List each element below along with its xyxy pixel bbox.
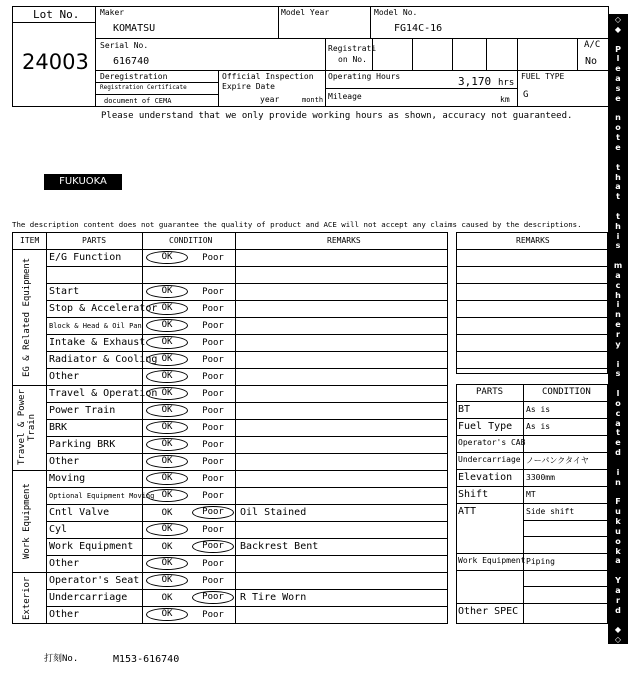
remark-text: Backrest Bent [240,541,319,552]
spec-value: ノーパンクタイヤ [526,456,589,465]
poor-mark: Poor [202,610,224,620]
side-note-char: n [615,477,621,487]
operating-hours-value: 3,170 [458,75,492,88]
ok-mark: OK [146,574,188,587]
side-note-banner [608,14,628,644]
ok-mark: OK [146,438,188,451]
poor-mark: Poor [202,253,224,263]
spec-value: MT [526,490,536,499]
spec-part: Fuel Type [458,421,513,432]
part-name: Other [49,609,80,620]
poor-mark: Poor [202,287,224,297]
side-note-char: e [615,93,621,103]
ok-mark: OK [161,542,173,552]
part-name: Other [49,456,80,467]
part-name: Undercarriage [49,592,128,603]
ok-mark: OK [161,508,173,518]
poor-mark: Poor [202,440,224,450]
spec-part: ATT [458,506,477,517]
spec-part: Elevation [458,472,513,483]
spec-value: As is [526,405,551,414]
side-note-char: e [615,142,621,152]
side-note-char: i [616,231,620,241]
ok-mark: OK [146,302,188,315]
model-no-label: Model No. [374,8,418,17]
side-note-char: t [616,428,620,438]
poor-mark: Poor [202,457,224,467]
poor-mark: Poor [202,372,224,382]
ok-mark: OK [146,285,188,298]
side-note-char: a [615,182,621,192]
registration-certificate-label: Registration Certificate [100,84,187,91]
side-note-char: c [615,280,621,290]
side-note-char: a [615,74,621,84]
ok-mark: OK [146,455,188,468]
side-note-char: P [615,44,621,54]
part-name: Cyl [49,524,68,535]
ok-mark: OK [146,353,188,366]
side-note-char: Y [615,576,621,586]
part-name: Cntl Valve [49,507,110,518]
side-note-char: c [615,408,621,418]
header-item: ITEM [20,236,40,245]
disclaimer: The description content does not guarantee the quality of product and ACE will not accept any claims caused by the descriptions. [12,220,582,229]
poor-mark: Poor [202,423,224,433]
side-note-char: s [615,369,621,379]
stamp-value: M153-616740 [113,654,180,665]
spec-part: Shift [458,489,489,500]
side-note-char: ◆ [614,24,622,34]
hrs-unit: hrs [498,78,515,88]
part-name: Travel & Operation [49,388,158,399]
spec-part: Work Equipment [458,556,526,565]
ok-mark: OK [161,593,173,603]
side-note-char: n [615,310,621,320]
poor-mark: Poor [202,321,224,331]
part-name: Intake & Exhaust [49,337,146,348]
side-note-char: t [616,211,620,221]
side-note-char: e [615,64,621,74]
group-label-engine: EG & Related Equipment [22,257,32,377]
spec-value: 3300mm [526,473,555,482]
poor-mark: Poor [202,559,224,569]
location-tag: FUKUOKA [44,174,122,190]
side-note-char: e [615,320,621,330]
side-note-char: k [615,546,621,556]
part-name: Start [49,286,80,297]
ok-mark: OK [146,370,188,383]
side-note-char: r [616,330,620,339]
poor-mark: Poor [192,540,234,553]
part-name: Parking BRK [49,439,116,450]
side-note-char: s [615,83,621,93]
ok-mark: OK [146,608,188,621]
spec-part: Operator's CAB [458,438,526,447]
fuel-type-label: FUEL TYPE [521,72,565,81]
poor-mark: Poor [202,355,224,365]
header-block [12,6,609,107]
side-note-char: h [615,290,621,300]
registration-label: Registrati [328,44,377,53]
part-name: Optional Equipment Moving [49,492,155,500]
side-note-char: o [615,536,621,546]
operating-hours-label: Operating Hours [328,72,401,81]
spec-part: Undercarriage [458,455,521,464]
serial-label: Serial No. [100,41,149,50]
group-label-travel: Travel & Power Train [17,389,37,465]
side-note-char: r [616,595,620,605]
ok-mark: OK [146,319,188,332]
serial-value: 616740 [113,56,150,67]
inspection-label: Official Inspection [222,72,314,81]
part-name: Moving [49,473,86,484]
side-note-char: n [615,113,621,123]
model-year-label: Model Year [281,8,330,17]
poor-mark: Poor [202,304,224,314]
year-label: year [260,95,280,104]
side-note-char: u [615,507,621,517]
ok-mark: OK [146,489,188,502]
side-note-char: i [616,467,620,477]
side-note-char: o [615,123,621,133]
side-note-char: s [615,241,621,251]
part-name: Other [49,371,80,382]
part-name: Radiator & Cooling [49,354,158,365]
part-name: Work Equipment [49,541,134,552]
ok-mark: OK [146,336,188,349]
side-note-char: i [616,300,620,310]
poor-mark: Poor [202,474,224,484]
spec-header-condition: CONDITION [542,387,591,397]
maker-value: KOMATSU [113,23,156,34]
spec-value: Side shift [526,507,575,516]
side-note-char: d [615,605,621,615]
mileage-label: Mileage [328,92,362,101]
side-note-char: k [615,517,621,527]
side-note-char: F [615,497,621,507]
header-parts: PARTS [82,236,107,245]
remark-text: Oil Stained [240,507,307,518]
side-note-char: a [615,556,621,566]
right-remarks-header: REMARKS [516,236,550,245]
remark-text: R Tire Worn [240,592,307,603]
side-note-char: l [616,389,620,399]
model-no-value: FG14C-16 [394,23,443,34]
poor-mark: Poor [202,406,224,416]
stamp-label: 打刻No. [44,654,79,664]
fuel-type-value: G [523,90,529,100]
ac-label: A/C [584,40,601,50]
side-note-char: l [616,54,620,64]
side-note-char: t [616,162,620,172]
header-remarks: REMARKS [327,236,361,245]
ac-value: No [585,56,598,67]
group-label-work-equipment: Work Equipment [22,483,32,559]
part-name: Operator's Seat [49,575,140,586]
side-note-char: u [615,526,621,536]
km-unit: km [500,95,510,104]
part-name: Stop & Accelerator [49,303,158,314]
spec-part: BT [458,404,471,415]
ok-mark: OK [146,251,188,264]
registration-label-2: on No. [338,55,367,64]
part-name: Other [49,558,80,569]
inspection-label-2: Expire Date [222,82,275,91]
side-note-char: a [615,418,621,428]
deregistration-label: Deregistration [100,72,168,81]
spec-value: Piping [526,557,555,566]
month-label: month [302,96,324,104]
side-note-char: e [615,438,621,448]
group-label-exterior: Exterior [22,576,32,620]
poor-mark: Poor [202,491,224,501]
header-condition: CONDITION [169,236,213,245]
poor-mark: Poor [192,591,234,604]
side-note-char: ◆ [614,625,622,635]
spec-part: Other SPEC [458,606,519,617]
part-name: Power Train [49,405,116,416]
side-note-char: ◇ [614,635,622,645]
poor-mark: Poor [202,576,224,586]
cema-document-label: document of CEMA [104,97,172,105]
side-note-char: y [615,339,621,349]
ok-mark: OK [146,523,188,536]
ok-mark: OK [146,404,188,417]
side-note-char: m [613,261,623,271]
lot-label: Lot No. [33,8,80,21]
poor-mark: Poor [202,389,224,399]
maker-label: Maker [100,8,125,17]
ok-mark: OK [146,421,188,434]
part-name: E/G Function [49,252,122,263]
side-note-char: h [615,221,621,231]
side-note-char: a [615,270,621,280]
part-name: BRK [49,422,68,433]
spec-value: As is [526,422,551,431]
side-note-char: a [615,585,621,595]
side-note-char: h [615,172,621,182]
side-note-char: i [616,359,620,369]
poor-mark: Poor [192,506,234,519]
side-note-char: t [616,192,620,202]
ok-mark: OK [146,557,188,570]
side-note-char: t [616,133,620,143]
right-remarks-table [456,232,608,374]
poor-mark: Poor [202,525,224,535]
side-note-char: o [615,398,621,408]
hours-notice: Please understand that we only provide working hours as shown, accuracy not guaranteed. [101,111,573,121]
part-name: Block & Head & Oil Pan [49,322,142,330]
ok-mark: OK [146,472,188,485]
poor-mark: Poor [202,338,224,348]
ok-mark: OK [146,387,188,400]
side-note-char: d [615,448,621,458]
side-note-char: ◇ [614,15,622,24]
spec-table [456,384,608,624]
lot-number: 24003 [22,50,89,74]
spec-header-parts: PARTS [476,387,504,397]
